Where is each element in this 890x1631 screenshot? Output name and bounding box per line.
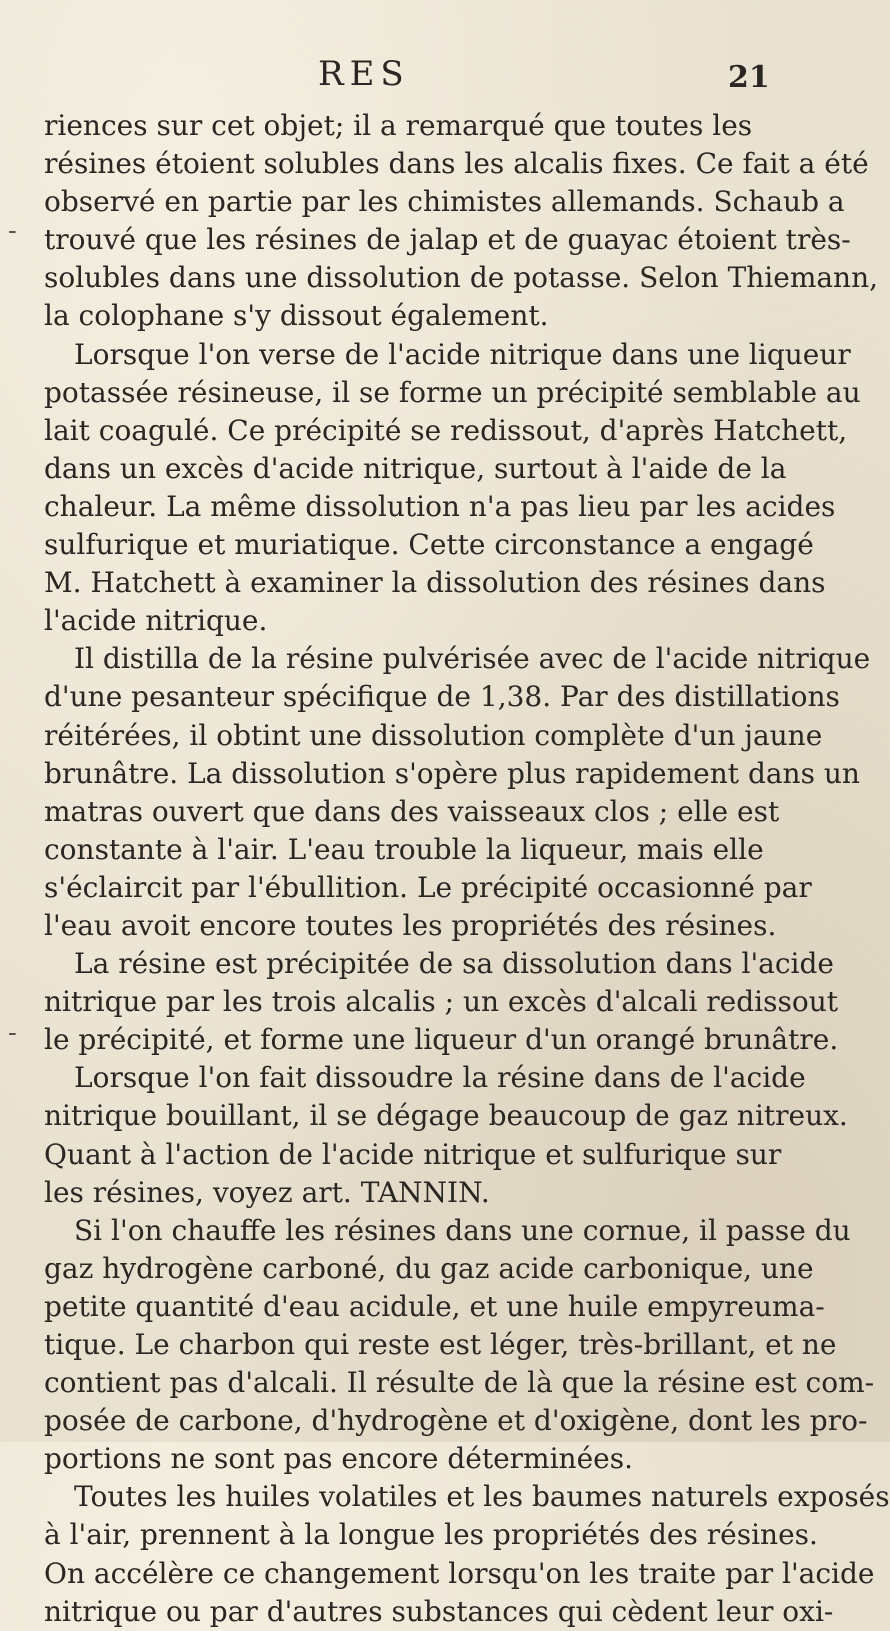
text-line: brunâtre. La dissolution s'opère plus rapidement dans un [44, 756, 860, 790]
text-line: potassée résineuse, il se forme un précipité semblable au [44, 375, 861, 409]
margin-mark: - [8, 1018, 17, 1048]
text-line: d'une pesanteur spécifique de 1,38. Par des distillations [44, 680, 840, 714]
text-line: l'acide nitrique. [44, 604, 268, 638]
text-line: Il distilla de la résine pulvérisée avec de l'acide nitrique [74, 642, 871, 676]
text-line: Lorsque l'on verse de l'acide nitrique dans une liqueur [74, 337, 851, 371]
body-text [44, 107, 890, 1631]
page-number: 21 [728, 60, 770, 95]
text-line: Quant à l'action de l'acide nitrique et sulfurique sur [44, 1137, 782, 1171]
text-line: petite quantité d'eau acidule, et une huile empyreuma- [44, 1289, 825, 1323]
text-line: posée de carbone, d'hydrogène et d'oxigène, dont les pro- [44, 1404, 868, 1438]
text-line: s'éclaircit par l'ébullition. Le précipité occasionné par [44, 870, 812, 904]
text-line: solubles dans une dissolution de potasse. Selon Thiemann, [44, 261, 879, 295]
text-line: l'eau avoit encore toutes les propriétés des résines. [44, 908, 777, 942]
text-line: tique. Le charbon qui reste est léger, très-brillant, et ne [44, 1328, 837, 1361]
text-line: nitrique bouillant, il se dégage beaucoup de gaz nitreux. [44, 1099, 848, 1133]
text-line: gaz hydrogène carboné, du gaz acide carbonique, une [44, 1251, 814, 1285]
text-line: chaleur. La même dissolution n'a pas lieu par les acides [44, 489, 836, 523]
text-line: riences sur cet objet; il a remarqué que toutes les [44, 109, 753, 142]
text-line: dans un excès d'acide nitrique, surtout à l'aide de la [44, 451, 787, 485]
text-line: portions ne sont pas encore déterminées. [44, 1442, 633, 1476]
text-line: résines étoient solubles dans les alcalis fixes. Ce fait a été [44, 147, 869, 181]
text-line: trouvé que les résines de jalap et de guayac étoient très- [44, 223, 851, 257]
text-line: M. Hatchett à examiner la dissolution des résines dans [44, 566, 826, 600]
text-line: le précipité, et forme une liqueur d'un orangé brunâtre. [44, 1023, 839, 1057]
text-line: Si l'on chauffe les résines dans une cornue, il passe du [74, 1213, 851, 1247]
text-line: sulfurique et muriatique. Cette circonstance a engagé [44, 528, 814, 562]
text-line: lait coagulé. Ce précipité se redissout, d'après Hatchett, [44, 413, 848, 447]
text-line: réitérées, il obtint une dissolution complète d'un jaune [44, 718, 823, 752]
margin-mark: - [8, 216, 17, 246]
running-head: RES [318, 54, 410, 94]
text-line: La résine est précipitée de sa dissolution dans l'acide [74, 947, 834, 981]
text-line: nitrique ou par d'autres substances qui cèdent leur oxi- [44, 1594, 834, 1628]
text-line: les résines, voyez art. TANNIN. [44, 1175, 490, 1209]
text-line: Lorsque l'on fait dissoudre la résine dans de l'acide [74, 1061, 806, 1095]
text-line: observé en partie par les chimistes allemands. Schaub a [44, 185, 845, 219]
text-line: constante à l'air. L'eau trouble la liqueur, mais elle [44, 832, 764, 866]
text-line: la colophane s'y dissout également. [44, 299, 549, 333]
text-line: nitrique par les trois alcalis ; un excès d'alcali redissout [44, 985, 838, 1019]
text-line: à l'air, prennent à la longue les propriétés des résines. [44, 1518, 818, 1552]
text-line: Toutes les huiles volatiles et les baumes naturels exposés [74, 1480, 890, 1514]
text-line: On accélère ce changement lorsqu'on les traite par l'acide [44, 1556, 875, 1590]
text-line: contient pas d'alcali. Il résulte de là que la résine est com- [44, 1366, 875, 1400]
text-line: matras ouvert que dans des vaisseaux clos ; elle est [44, 794, 780, 828]
